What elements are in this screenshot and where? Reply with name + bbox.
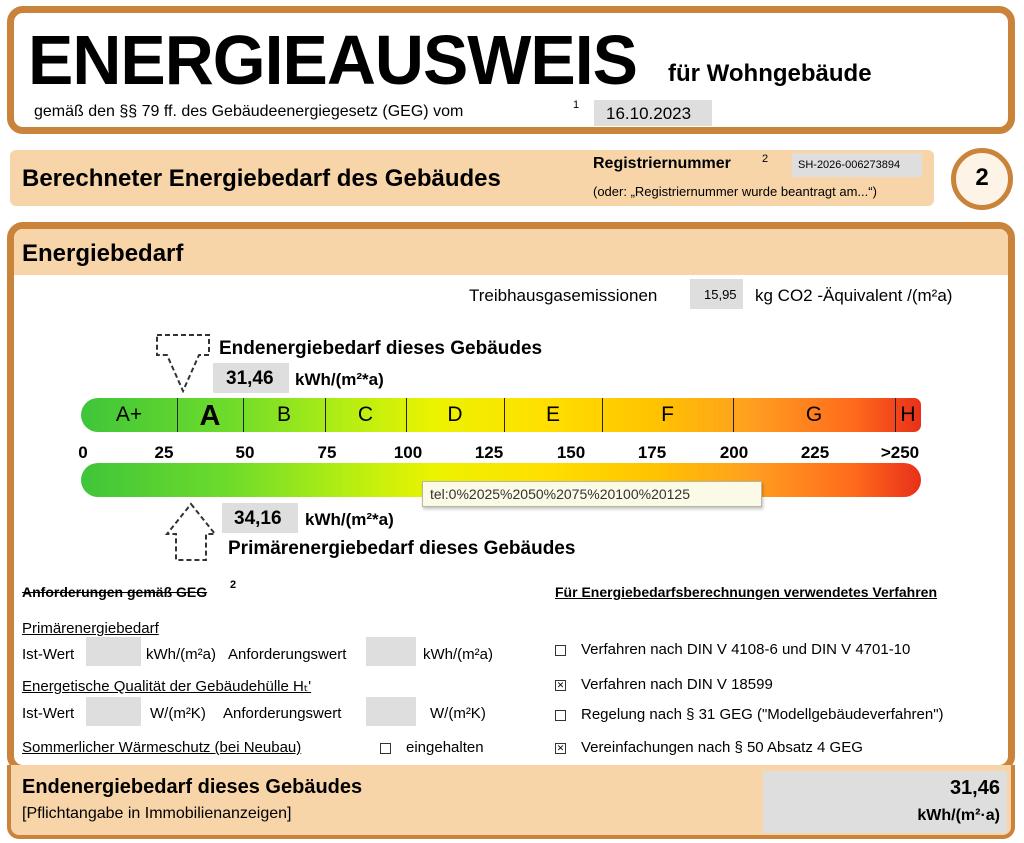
footer-unit: kWh/(m²·a) [917, 807, 1000, 824]
primary-anforderungswert-unit: kWh/(m²a) [423, 646, 493, 663]
class-label-current: A [199, 400, 221, 432]
procedure-option-label: Regelung nach § 31 GEG ("Modellgebäudeverfahren") [581, 706, 944, 723]
procedure-checkbox[interactable] [555, 645, 566, 656]
summer-protection-check-label: eingehalten [406, 739, 484, 756]
primary-energy-unit: kWh/(m²*a) [305, 510, 394, 529]
summer-protection-label: Sommerlicher Wärmeschutz (bei Neubau) [22, 739, 302, 756]
primary-anforderungswert-field[interactable] [366, 637, 416, 666]
procedure-heading: Für Energiebedarfsberechnungen verwendetes Verfahren [555, 584, 938, 600]
class-label: B [276, 403, 291, 426]
procedure-option-label: Vereinfachungen nach § 50 Absatz 4 GEG [581, 739, 863, 756]
primary-ist-wert-unit: kWh/(m²a) [146, 646, 216, 663]
scale-tick: 75 [317, 443, 337, 462]
requirements-footnote: 2 [230, 579, 237, 591]
ghg-label: Treibhausgasemissionen [469, 286, 658, 305]
footer-value: 31,46 [949, 777, 1000, 799]
scale-tick: 200 [719, 443, 749, 462]
end-energy-value: 31,46 [226, 368, 274, 389]
end-energy-label: Endenergiebedarf dieses Gebäudes [219, 338, 543, 359]
class-label: F [661, 403, 674, 426]
section-title: Berechneter Energiebedarf des Gebäudes [22, 165, 501, 192]
envelope-anforderungswert-field[interactable] [366, 697, 416, 726]
class-label: A+ [115, 403, 143, 426]
class-label: C [357, 403, 374, 426]
scale-tick: 100 [393, 443, 423, 462]
procedure-checkbox[interactable]: ✕ [556, 680, 565, 690]
registration-label: Registriernummer [593, 155, 731, 172]
document-subtitle: für Wohngebäude [668, 60, 872, 87]
scale-tick: 50 [235, 443, 255, 462]
summer-protection-checkbox[interactable] [380, 743, 391, 754]
page-number: 2 [975, 164, 989, 191]
ist-wert-label: Ist-Wert [22, 705, 75, 722]
envelope-ist-wert-unit: W/(m²K) [150, 705, 206, 722]
footer-title: Endenergiebedarf dieses Gebäudes [22, 776, 363, 798]
link-tooltip-text: tel:0%2025%2050%2075%20100%20125 [430, 486, 690, 502]
scale-tick: 150 [556, 443, 586, 462]
end-energy-arrow-icon [153, 333, 213, 393]
primary-energy-label: Primärenergiebedarf dieses Gebäudes [228, 538, 576, 559]
primary-energy-arrow-icon [163, 502, 219, 564]
end-energy-unit: kWh/(m²*a) [295, 370, 384, 389]
registration-hint: (oder: „Registriernummer wurde beantragt am...“) [593, 184, 877, 199]
class-label: H [900, 403, 916, 426]
envelope-quality-label: Energetische Qualität der Gebäudehülle Hₜ' [22, 678, 312, 695]
scale-tick: 25 [154, 443, 174, 462]
registration-number: SH-2026-006273894 [798, 159, 901, 171]
scale-tick: 175 [637, 443, 667, 462]
anforderungswert-label: Anforderungswert [223, 705, 342, 722]
procedure-checkbox[interactable] [555, 710, 566, 721]
energiebedarf-heading: Energiebedarf [22, 240, 184, 267]
document-title: ENERGIEAUSWEIS [28, 21, 637, 99]
class-label: G [805, 403, 823, 426]
ghg-value: 15,95 [704, 287, 737, 302]
class-label: D [447, 403, 463, 426]
primary-energy-value: 34,16 [234, 508, 282, 529]
envelope-ist-wert-field[interactable] [86, 697, 141, 726]
primary-ist-wert-field[interactable] [86, 637, 141, 666]
scale-tick: >250 [880, 443, 920, 462]
registration-footnote: 2 [762, 153, 769, 165]
date-value: 16.10.2023 [606, 104, 692, 123]
envelope-anforderungswert-unit: W/(m²K) [430, 705, 486, 722]
scale-tick: 0 [78, 443, 88, 462]
footer-note: [Pflichtangabe in Immobilienanzeigen] [22, 805, 292, 822]
procedure-checkbox[interactable]: ✕ [556, 743, 565, 753]
procedure-option-label: Verfahren nach DIN V 18599 [581, 676, 773, 693]
class-label: E [545, 403, 560, 426]
scale-tick: 125 [474, 443, 504, 462]
anforderungswert-label: Anforderungswert [228, 646, 347, 663]
primary-requirement-label: Primärenergiebedarf [22, 620, 159, 637]
procedure-option-label: Verfahren nach DIN V 4108-6 und DIN V 4701-10 [581, 641, 911, 658]
footnote-marker: 1 [573, 99, 580, 111]
requirements-heading: Anforderungen gemäß GEG [22, 584, 208, 600]
ghg-unit: kg CO2 -Äquivalent /(m²a) [755, 286, 953, 305]
scale-tick: 225 [800, 443, 830, 462]
law-reference: gemäß den §§ 79 ff. des Gebäudeenergiegesetz (GEG) vom [34, 103, 464, 120]
ist-wert-label: Ist-Wert [22, 646, 75, 663]
